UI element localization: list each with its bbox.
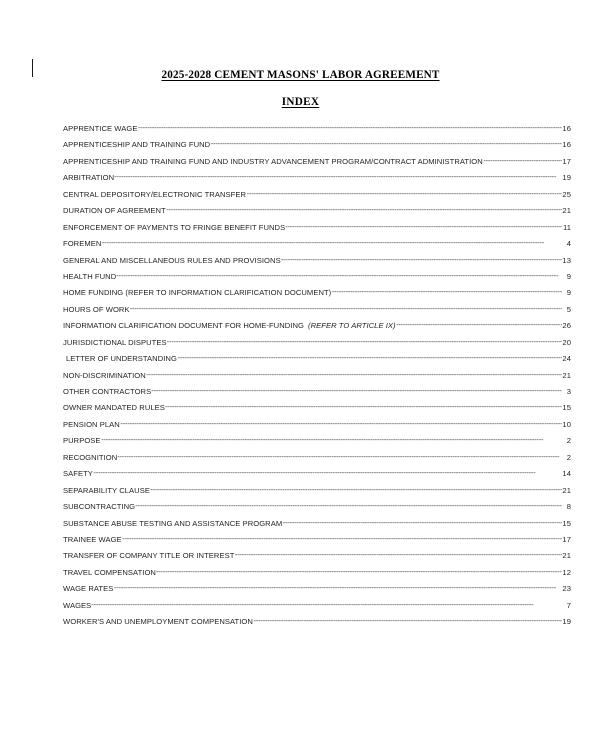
- dot-leader: [114, 584, 562, 591]
- dot-leader: [138, 124, 562, 131]
- index-entry[interactable]: [63, 502, 571, 518]
- index-entry-page-number: 26: [562, 321, 571, 331]
- index-entry-page-number: 20: [562, 337, 571, 347]
- index-entry-title: WAGE RATES: [63, 584, 114, 594]
- dot-leader: [235, 551, 562, 558]
- index-entry-page-number: 23: [562, 584, 571, 594]
- index-entry-title: RECOGNITION: [63, 452, 118, 462]
- dot-leader: [120, 420, 561, 427]
- index-entry[interactable]: [63, 469, 571, 485]
- dot-leader: [167, 338, 562, 345]
- index-entry-title: TRAVEL COMPENSATION: [63, 567, 156, 577]
- index-entry-title: APPRENTICESHIP AND TRAINING FUND: [63, 140, 211, 150]
- index-entry-page-number: 15: [562, 518, 571, 528]
- index-entry-title: FOREMEN: [63, 239, 102, 249]
- index-entry-title: JURISDICTIONAL DISPUTES: [63, 337, 167, 347]
- index-entry[interactable]: [63, 551, 571, 567]
- index-entry-title-note-italic: (REFER TO ARTICLE IX): [308, 321, 396, 331]
- index-entry[interactable]: [63, 617, 571, 633]
- dot-leader: [114, 173, 561, 180]
- dot-leader: [166, 206, 561, 213]
- dot-leader: [281, 256, 562, 263]
- index-entry-title: ENFORCEMENT OF PAYMENTS TO FRINGE BENEFIT FUNDS: [63, 222, 286, 232]
- index-entry-title: TRAINEE WAGE: [63, 534, 122, 544]
- index-entry-title: APPRENTICESHIP AND TRAINING FUND AND INDUSTRY ADVANCEMENT PROGRAM/CONTRACT ADMINISTRATION: [63, 156, 483, 166]
- index-entry[interactable]: [63, 453, 571, 469]
- index-entry-title: SUBSTANCE ABUSE TESTING AND ASSISTANCE PROGRAM: [63, 518, 283, 528]
- dot-leader: [93, 469, 561, 476]
- index-entry-title: LETTER OF UNDERSTANDING: [66, 354, 177, 364]
- index-entry[interactable]: [63, 568, 571, 584]
- index-entry[interactable]: [63, 486, 571, 502]
- index-entry[interactable]: [63, 387, 571, 403]
- index-entry-title: SAFETY: [63, 469, 93, 479]
- index-entry-page-number: 15: [562, 403, 571, 413]
- index-entry[interactable]: [63, 584, 571, 600]
- index-entry-title-note: [308, 321, 396, 330]
- index-entry-title: DURATION OF AGREEMENT: [63, 206, 166, 216]
- index-entry-page-number: 5: [566, 304, 571, 314]
- dot-leader: [211, 140, 562, 147]
- index-entry-page-number: 16: [562, 124, 571, 133]
- index-entry-title: APPRENTICE WAGE: [63, 124, 138, 133]
- dot-leader: [151, 387, 561, 394]
- dot-leader: [247, 190, 562, 197]
- index-entry[interactable]: [63, 206, 571, 222]
- index-entry-page-number: 3: [566, 387, 571, 396]
- index-entry[interactable]: [63, 288, 571, 304]
- index-entry-title: HEALTH FUND: [63, 271, 117, 281]
- dot-leader: [102, 239, 562, 246]
- dot-leader: [332, 288, 562, 295]
- index-entry-title: OWNER MANDATED RULES: [63, 403, 165, 413]
- dot-leader: [253, 617, 561, 624]
- index-entry-title: NON-DISCRIMINATION: [63, 370, 146, 380]
- index-entry-title: PURPOSE: [63, 436, 101, 446]
- dot-leader: [396, 321, 561, 328]
- dot-leader: [156, 568, 562, 575]
- index-entry-title: HOURS OF WORK: [63, 304, 130, 314]
- document-title-text: 2025-2028 CEMENT MASONS' LABOR AGREEMENT: [161, 69, 440, 81]
- index-entry[interactable]: [63, 239, 571, 255]
- index-entry-page-number: 2: [566, 452, 571, 462]
- index-entry-page-number: 21: [562, 485, 571, 495]
- index-heading: [0, 96, 601, 108]
- index-entry[interactable]: [63, 256, 571, 272]
- index-entry[interactable]: [63, 140, 571, 156]
- index-entry-page-number: 19: [562, 617, 571, 627]
- index-entry-page-number: 4: [566, 239, 571, 249]
- dot-leader: [101, 436, 561, 443]
- index-entry[interactable]: [63, 157, 571, 173]
- dot-leader: [130, 305, 562, 312]
- index-entry[interactable]: [63, 535, 571, 551]
- document-title: [0, 69, 601, 81]
- dot-leader: [91, 601, 561, 608]
- index-entry[interactable]: [63, 403, 571, 419]
- index-entry-page-number: 9: [566, 288, 571, 298]
- index-entry-page-number: 2: [566, 436, 571, 446]
- index-entry-list: [63, 124, 571, 634]
- index-entry-page-number: 14: [562, 469, 571, 479]
- index-entry-page-number: 11: [562, 222, 571, 232]
- index-entry-page-number: 19: [562, 173, 571, 183]
- index-entry[interactable]: [63, 519, 571, 535]
- index-entry-page-number: 16: [562, 140, 571, 150]
- index-entry-page-number: 7: [566, 600, 571, 610]
- index-entry-title: SUBCONTRACTING: [63, 502, 136, 512]
- index-entry-title: WORKER'S AND UNEMPLOYMENT COMPENSATION: [63, 617, 253, 627]
- dot-leader: [285, 223, 561, 230]
- index-entry-page-number: 10: [562, 419, 571, 429]
- index-entry[interactable]: [63, 173, 571, 189]
- index-entry-page-number: 24: [562, 354, 571, 364]
- index-entry-title: INFORMATION CLARIFICATION DOCUMENT FOR HOME-FUNDING: [63, 321, 304, 331]
- index-entry[interactable]: [63, 338, 571, 354]
- index-entry-page-number: 9: [566, 271, 571, 281]
- index-entry-page-number: 12: [562, 567, 571, 577]
- dot-leader: [135, 502, 561, 509]
- index-entry-title: GENERAL AND MISCELLANEOUS RULES AND PROVISIONS: [63, 255, 281, 265]
- index-entry-page-number: 21: [562, 370, 571, 380]
- dot-leader: [122, 535, 561, 542]
- index-entry[interactable]: [63, 305, 571, 321]
- index-entry[interactable]: [63, 420, 571, 436]
- index-entry[interactable]: [63, 223, 571, 239]
- index-heading-text: INDEX: [281, 96, 320, 108]
- index-entry-page-number: 8: [566, 502, 571, 512]
- index-entry[interactable]: [63, 190, 571, 206]
- dot-leader: [177, 354, 561, 361]
- dot-leader: [150, 486, 562, 493]
- index-entry-page-number: 13: [562, 255, 571, 265]
- index-entry-title: TRANSFER OF COMPANY TITLE OR INTEREST: [63, 551, 235, 561]
- index-entry-page-number: 17: [562, 156, 571, 166]
- index-entry-title: ARBITRATION: [63, 173, 115, 183]
- index-entry-title: CENTRAL DEPOSITORY/ELECTRONIC TRANSFER: [63, 189, 247, 199]
- dot-leader: [483, 157, 561, 164]
- index-entry[interactable]: [63, 321, 571, 337]
- dot-leader: [146, 371, 561, 378]
- index-entry[interactable]: [63, 436, 571, 452]
- index-entry-page-number: 21: [562, 206, 571, 216]
- index-entry-title: SEPARABILITY CLAUSE: [63, 485, 150, 495]
- index-entry-page-number: 17: [562, 534, 571, 544]
- index-entry[interactable]: [63, 601, 571, 617]
- index-entry-title: OTHER CONTRACTORS: [63, 387, 152, 396]
- index-entry[interactable]: [63, 354, 571, 370]
- dot-leader: [117, 453, 561, 460]
- index-entry[interactable]: [63, 272, 571, 288]
- index-entry-title: WAGES: [63, 600, 92, 610]
- dot-leader: [283, 519, 562, 526]
- index-entry[interactable]: [63, 124, 571, 140]
- index-entry-title: PENSION PLAN: [63, 419, 120, 429]
- dot-leader: [116, 272, 561, 279]
- index-entry[interactable]: [63, 371, 571, 387]
- index-entry-page-number: 21: [562, 551, 571, 561]
- index-entry-page-number: 25: [562, 189, 571, 199]
- index-entry-title: HOME FUNDING (REFER TO INFORMATION CLARIFICATION DOCUMENT): [63, 288, 332, 298]
- dot-leader: [165, 403, 562, 410]
